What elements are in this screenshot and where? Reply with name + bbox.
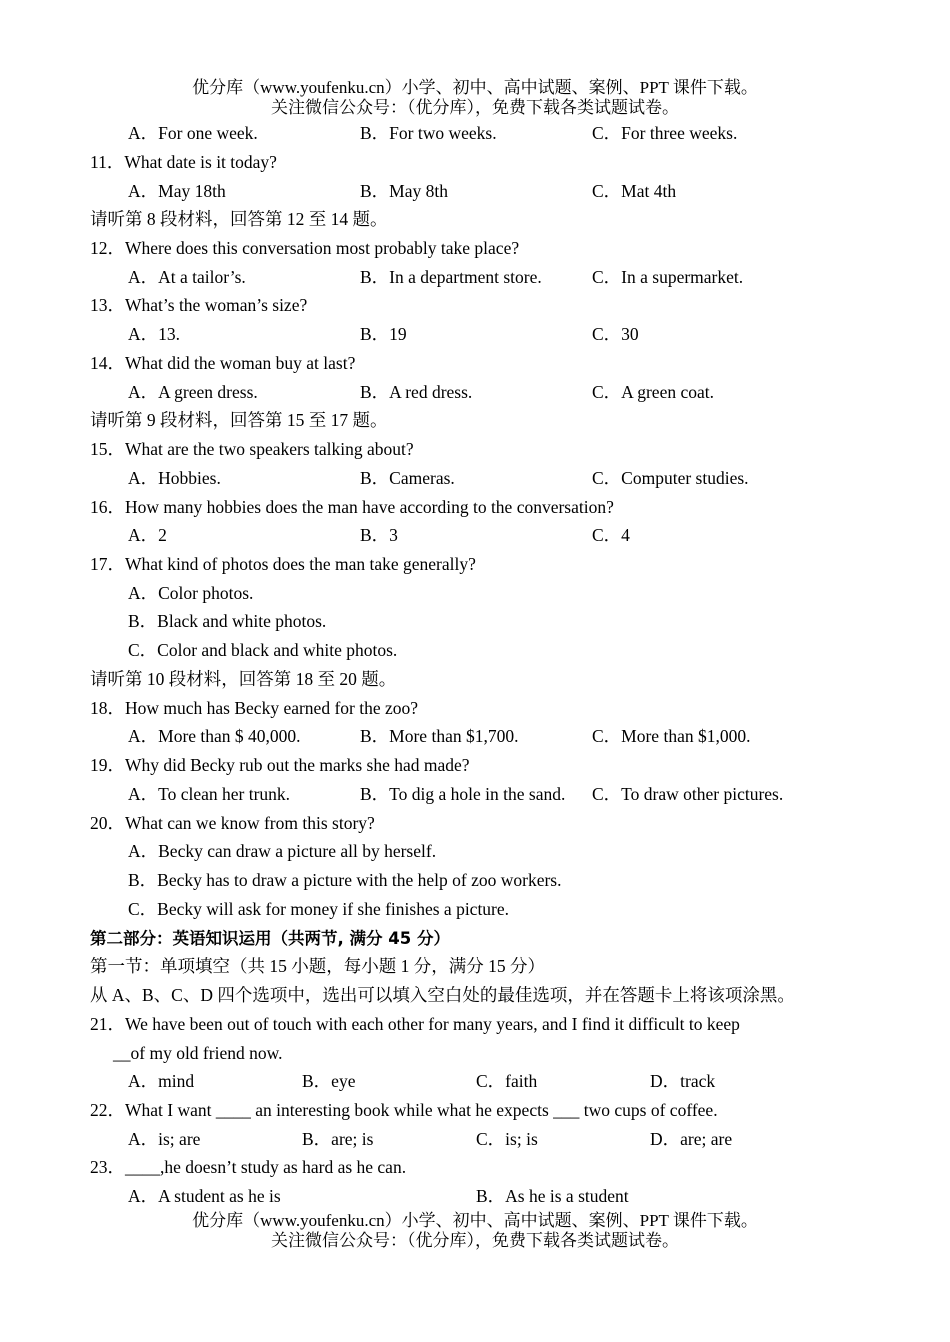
option-a: A．Color photos. [128,583,254,603]
option-c: C．Mat 4th [592,181,677,201]
option-b: B．A red dress. [360,382,473,402]
option-b: B．More than $1,700. [360,726,519,746]
option-c: C．Becky will ask for money if she finishes a picture. [128,899,510,919]
option-b: B．To dig a hole in the sand. [360,784,566,804]
section-intro: 请听第 10 段材料，回答第 18 至 20 题。 [90,669,397,689]
footer-line-2: 关注微信公众号：（优分库），免费下载各类试题试卷。 [271,1231,679,1250]
instructions: 从 A、B、C、D 四个选项中，选出可以填入空白处的最佳选项，并在答题卡上将该项涂黑。 [90,985,795,1005]
option-a: A．A student as he is [128,1186,281,1206]
question-options [0,1067,950,1096]
option-a: A．mind [128,1071,195,1091]
option-c: C．Color and black and white photos. [128,640,398,660]
option-c: C．More than $1,000. [592,726,751,746]
question-options [0,1182,950,1211]
question-options [0,521,950,550]
option-b: B．3 [360,525,398,545]
option-a: A．May 18th [128,181,226,201]
q10-option-c: C．For three weeks. [592,123,738,143]
question-options [0,1125,950,1154]
option-c: C．30 [592,324,639,344]
question-stem: 11．What date is it today? [90,152,277,172]
question-stem: 15．What are the two speakers talking about? [90,439,414,459]
question-stem: 21．We have been out of touch with each other for many years, and I find it difficult to keep [90,1014,740,1034]
question-options [0,722,950,751]
option-a: A．To clean her trunk. [128,784,291,804]
option-c: C．4 [592,525,630,545]
question-stem: 17．What kind of photos does the man take generally? [90,554,476,574]
question-stem: 16．How many hobbies does the man have according to the conversation? [90,497,614,517]
option-b: B．eye [302,1071,356,1091]
question-options [0,780,950,809]
question-stem: 14．What did the woman buy at last? [90,353,356,373]
option-d: D．track [650,1071,716,1091]
header-line-2: 关注微信公众号：（优分库），免费下载各类试题试卷。 [271,98,679,117]
question-options [0,464,950,493]
option-a: A．More than $ 40,000. [128,726,301,746]
option-b: B．In a department store. [360,267,542,287]
question-options [0,378,950,407]
option-d: D．are; are [650,1129,733,1149]
question-stem: 22．What I want ____ an interesting book while what he expects ___ two cups of coffee. [90,1100,718,1120]
option-a: A．13. [128,324,181,344]
question-stem: 19．Why did Becky rub out the marks she had made? [90,755,470,775]
q10-option-b: B．For two weeks. [360,123,497,143]
option-a: A．Hobbies. [128,468,221,488]
question-options [0,177,950,206]
footer-line-1: 优分库（www.youfenku.cn）小学、初中、高中试题、案例、PPT 课件下载。 [192,1211,758,1230]
header-line-1: 优分库（www.youfenku.cn）小学、初中、高中试题、案例、PPT 课件下载。 [192,78,758,97]
option-c: C．is; is [476,1129,538,1149]
section-heading: 第一节：单项填空（共 15 小题，每小题 1 分，满分 15 分） [90,956,545,976]
option-b: B．Becky has to draw a picture with the help of zoo workers. [128,870,562,890]
option-b: B．Black and white photos. [128,611,327,631]
question-stem: 12．Where does this conversation most probably take place? [90,238,520,258]
option-b: B．May 8th [360,181,448,201]
option-a: A．At a tailor’s. [128,267,246,287]
question-options [0,320,950,349]
question-stem-continued: __of my old friend now. [113,1043,283,1063]
q10-option-a: A．For one week. [128,123,258,143]
option-a: A．A green dress. [128,382,258,402]
option-c: C．faith [476,1071,538,1091]
question-stem: 13．What’s the woman’s size? [90,295,308,315]
option-c: C．In a supermarket. [592,267,744,287]
section-intro: 请听第 8 段材料，回答第 12 至 14 题。 [90,209,388,229]
option-c: C．To draw other pictures. [592,784,784,804]
question-stem: 20．What can we know from this story? [90,813,375,833]
option-b: B．Cameras. [360,468,455,488]
option-a: A．2 [128,525,167,545]
option-c: C．A green coat. [592,382,714,402]
option-a: A．is; are [128,1129,201,1149]
q10-options [0,119,950,148]
question-options [0,263,950,292]
option-a: A．Becky can draw a picture all by herself. [128,841,437,861]
question-stem: 23．____,he doesn’t study as hard as he can. [90,1157,407,1177]
option-b: B．are; is [302,1129,374,1149]
option-b: B．19 [360,324,407,344]
option-b: B．As he is a student [476,1186,629,1206]
section-intro: 请听第 9 段材料，回答第 15 至 17 题。 [90,410,388,430]
option-c: C．Computer studies. [592,468,749,488]
part-title: 第二部分：英语知识运用（共两节, 满分 45 分） [90,929,450,948]
question-stem: 18．How much has Becky earned for the zoo? [90,698,419,718]
